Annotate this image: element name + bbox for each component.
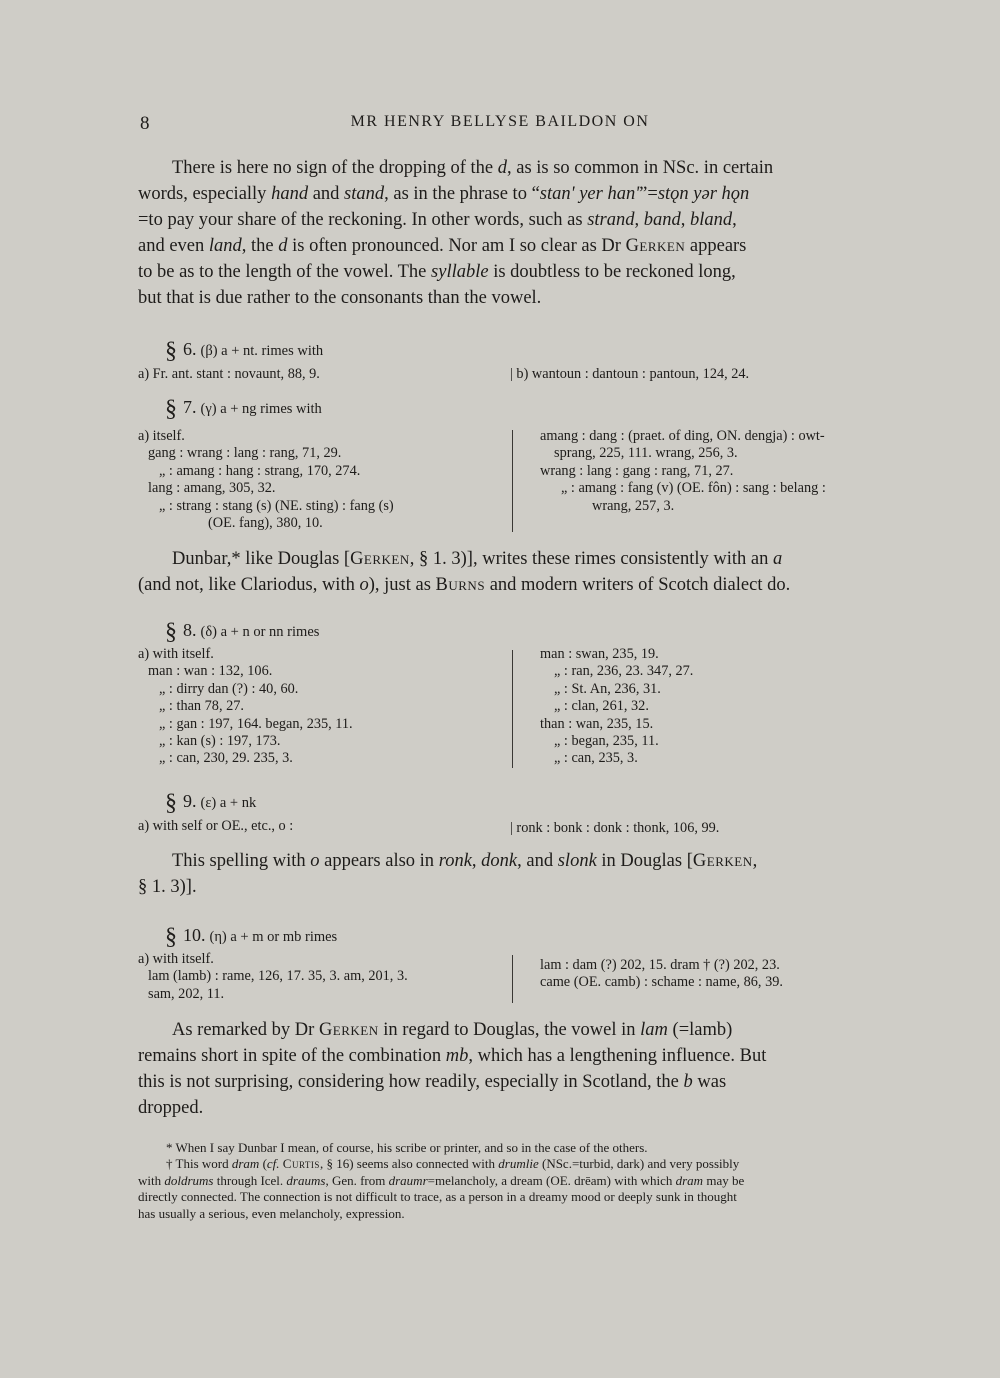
section-symbol: § (165, 619, 177, 645)
section-7-right-column (540, 428, 902, 515)
list-item: came (OE. camb) : schame : name, 86, 39. (540, 974, 783, 991)
list-item: „ : amang : hang : strang, 170, 274. (159, 462, 361, 479)
section-6-right: | b) wantoun : dantoun : pantoun, 124, 24. (510, 366, 750, 382)
section-8-heading: § 8. (δ) a + n or nn rimes (165, 619, 320, 645)
footnote-1: * When I say Dunbar I mean, of course, his scribe or printer, and so in the case of the others. (166, 1140, 648, 1155)
footnotes (138, 1140, 903, 1222)
column-divider (512, 650, 513, 768)
section-9-right: | ronk : bonk : donk : thonk, 106, 99. (510, 820, 720, 836)
list-item: lang : amang, 305, 32. (148, 480, 276, 497)
paragraph-4 (138, 1017, 903, 1121)
list-item: „ : clan, 261, 32. (554, 698, 649, 715)
text-line: As remarked by Dr Gerken in regard to Douglas, the vowel in lam (=lamb) (172, 1020, 733, 1040)
list-item: „ : can, 230, 29. 235, 3. (159, 750, 293, 767)
section-10-heading: § 10. (η) a + m or mb rimes (165, 924, 338, 950)
paragraph-1 (138, 155, 903, 311)
list-item: „ : St. An, 236, 31. (554, 680, 661, 697)
list-item: (OE. fang), 380, 10. (208, 515, 323, 532)
section-6-heading: § 6. (β) a + nt. rimes with (165, 338, 324, 364)
list-item: gang : wrang : lang : rang, 71, 29. (148, 445, 342, 462)
list-item: „ : can, 235, 3. (554, 750, 638, 767)
list-item: a) itself. (138, 428, 185, 444)
paragraph-2 (138, 546, 903, 598)
list-item: wrang : lang : gang : rang, 71, 27. (540, 462, 734, 479)
text-line: =to pay your share of the reckoning. In other words, such as strand, band, bland, (138, 210, 737, 230)
list-item: than : wan, 235, 15. (540, 715, 654, 732)
text-line: words, especially hand and stand, as in the phrase to “stan' yer han'”=stǫn yər hǫn (138, 184, 750, 204)
paragraph-3 (138, 848, 903, 900)
page-number: 8 (140, 113, 150, 134)
list-item: man : swan, 235, 19. (540, 646, 659, 662)
list-item: sprang, 225, 111. wrang, 256, 3. (554, 445, 738, 462)
text-line: this is not surprising, considering how readily, especially in Scotland, the b was (138, 1072, 727, 1092)
section-9-heading: § 9. (ε) a + nk (165, 790, 257, 816)
list-item: „ : dirry dan (?) : 40, 60. (159, 680, 299, 697)
list-item: „ : amang : fang (v) (OE. fôn) : sang : belang : (561, 480, 826, 497)
list-item: „ : kan (s) : 197, 173. (159, 733, 281, 750)
column-divider (512, 430, 513, 532)
list-item: wrang, 257, 3. (592, 497, 675, 514)
list-item: „ : than 78, 27. (159, 698, 244, 715)
column-divider (512, 955, 513, 1003)
running-head (0, 113, 1000, 135)
section-9-left: a) with self or OE., etc., o : (138, 818, 294, 834)
section-symbol: § (165, 338, 177, 364)
running-title: MR HENRY BELLYSE BAILDON ON (350, 113, 650, 130)
section-8-right-column (540, 646, 902, 768)
footnote-2: † This word dram (cf. Curtis, § 16) seems also connected with drumlie (NSc.=turbid, dark) and very possibly (166, 1156, 740, 1172)
section-symbol: § (165, 396, 177, 422)
section-symbol: § (165, 924, 177, 950)
text-line: to be as to the length of the vowel. The syllable is doubtless to be reckoned long, (138, 262, 736, 282)
text-line: § 1. 3)]. (138, 877, 197, 897)
text-line: dropped. (138, 1098, 204, 1118)
list-item: man : wan : 132, 106. (148, 663, 273, 680)
list-item: „ : ran, 236, 23. 347, 27. (554, 663, 694, 680)
text-line: and even land, the d is often pronounced. Nor am I so clear as Dr Gerken appears (138, 236, 747, 256)
section-6-left: a) Fr. ant. stant : novaunt, 88, 9. (138, 366, 320, 382)
list-item: a) with itself. (138, 951, 214, 967)
list-item: lam (lamb) : rame, 126, 17. 35, 3. am, 201, 3. (148, 968, 408, 985)
text-line: (and not, like Clariodus, with o), just as Burns and modern writers of Scotch dialect do. (138, 575, 791, 595)
list-item: lam : dam (?) 202, 15. dram † (?) 202, 23. (540, 957, 780, 973)
footnote-2-cont: directly connected. The connection is not difficult to trace, as a person in a dreamy mood or deeply sunk in thought (138, 1189, 737, 1205)
section-7-heading: § 7. (γ) a + ng rimes with (165, 396, 322, 422)
section-7-left-column (138, 428, 503, 532)
text-line: This spelling with o appears also in ronk, donk, and slonk in Douglas [Gerken, (172, 851, 758, 871)
list-item: sam, 202, 11. (148, 985, 225, 1002)
list-item: „ : gan : 197, 164. began, 235, 11. (159, 715, 353, 732)
list-item: „ : strang : stang (s) (NE. sting) : fang (s) (159, 497, 394, 514)
section-10-left-column (138, 951, 503, 1003)
footnote-2-cont: with doldrums through Icel. draums, Gen. from draumr=melancholy, a dream (OE. drēam) with which dram may be (138, 1172, 745, 1188)
text-line: Dunbar,* like Douglas [Gerken, § 1. 3)], writes these rimes consistently with an a (172, 549, 783, 569)
list-item: a) with itself. (138, 646, 214, 662)
footnote-2-cont: has usually a serious, even melancholy, expression. (138, 1205, 405, 1221)
section-symbol: § (165, 790, 177, 816)
text-line: but that is due rather to the consonants than the vowel. (138, 288, 542, 308)
text-line: remains short in spite of the combination mb, which has a lengthening influence. But (138, 1046, 767, 1066)
list-item: amang : dang : (praet. of ding, ON. dengja) : owt- (540, 428, 825, 444)
list-item: „ : began, 235, 11. (554, 733, 659, 750)
section-8-left-column (138, 646, 503, 768)
text-line: There is here no sign of the dropping of the d, as is so common in NSc. in certain (172, 158, 774, 178)
section-10-right-column (540, 957, 902, 992)
